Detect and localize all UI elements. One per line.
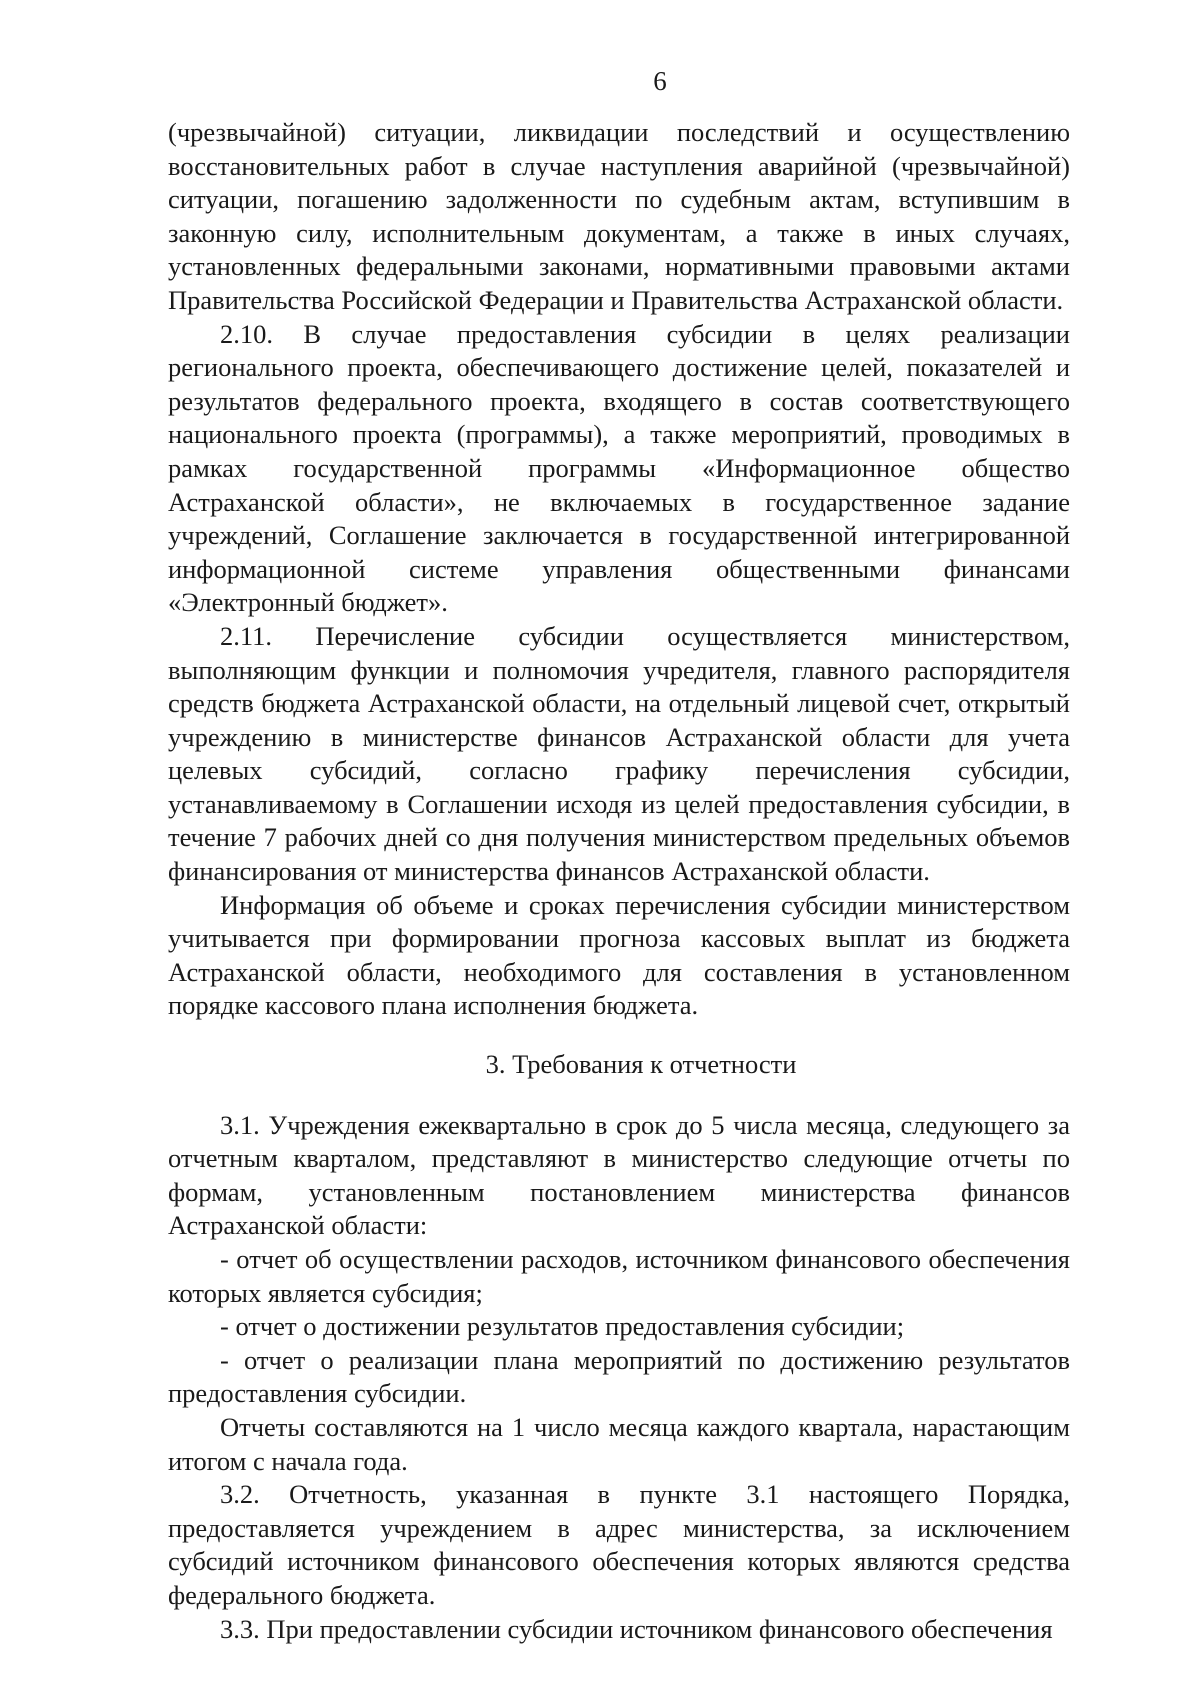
document-body: [168, 116, 1070, 1646]
paragraph-payment-info: Информация об объеме и сроках перечисления субсидии министерством учитывается при формировании прогноза кассовых выплат из бюджета Астраханской области, необходимого для составления в установленном порядке кассового плана исполнения бюджета.: [168, 889, 1070, 1021]
paragraph-2-11: 2.11. Перечисление субсидии осуществляется министерством, выполняющим функции и полномочия учредителя, главного распорядителя средств бюджета Астраханской области, на отдельный лицевой счет, открытый учреждению в министерстве финансов Астраханской области для учета целевых субсидий, согласно графику перечисления субсидии, устанавливаемому в Соглашении исходя из целей предоставления субсидии, в течение 7 рабочих дней со дня получения министерством предельных объемов финансирования от министерства финансов Астраханской области.: [168, 620, 1070, 887]
paragraph-3-1: 3.1. Учреждения ежеквартально в срок до 5 числа месяца, следующего за отчетным кварталом, представляют в министерство следующие отчеты по формам, установленным постановлением министерства финансов Астраханской области:: [168, 1109, 1070, 1241]
paragraph-reports-date: Отчеты составляются на 1 число месяца каждого квартала, нарастающим итогом с начала года.: [168, 1411, 1070, 1476]
paragraph-3-3: 3.3. При предоставлении субсидии источником финансового обеспечения: [220, 1613, 1053, 1644]
paragraph-2-10: 2.10. В случае предоставления субсидии в целях реализации регионального проекта, обеспечивающего достижение целей, показателей и результатов федерального проекта, входящего в состав соответствующего национального проекта (программы), а также мероприятий, проводимых в рамках государственной программы «Информационное общество Астраханской области», не включаемых в государственное задание учреждений, Соглашение заключается в государственной интегрированной информационной системе управления общественными финансами «Электронный бюджет».: [168, 318, 1070, 618]
list-item-expenses-report: - отчет об осуществлении расходов, источником финансового обеспечения которых является субсидия;: [168, 1244, 1070, 1308]
page-number: 6: [653, 66, 667, 96]
paragraph-3-2: 3.2. Отчетность, указанная в пункте 3.1 настоящего Порядка, предоставляется учреждением в адрес министерства, за исключением субсидий источником финансового обеспечения которых являются средства федерального бюджета.: [168, 1479, 1070, 1610]
paragraph-continuation: (чрезвычайной) ситуации, ликвидации последствий и осуществлению восстановительных работ в случае наступления аварийной (чрезвычайной) ситуации, погашению задолженности по судебным актам, вступившим в законную силу, исполнительным документам, а также в иных случаях, установленных федеральными законами, нормативными правовыми актами Правительства Российской Федерации и Правительства Астраханской области.: [168, 117, 1070, 315]
list-item-plan-report: - отчет о реализации плана мероприятий по достижению результатов предоставления субсидии.: [168, 1344, 1070, 1409]
list-item-results-report: - отчет о достижении результатов предоставления субсидии;: [220, 1311, 905, 1342]
section-heading: 3. Требования к отчетности: [485, 1049, 797, 1080]
